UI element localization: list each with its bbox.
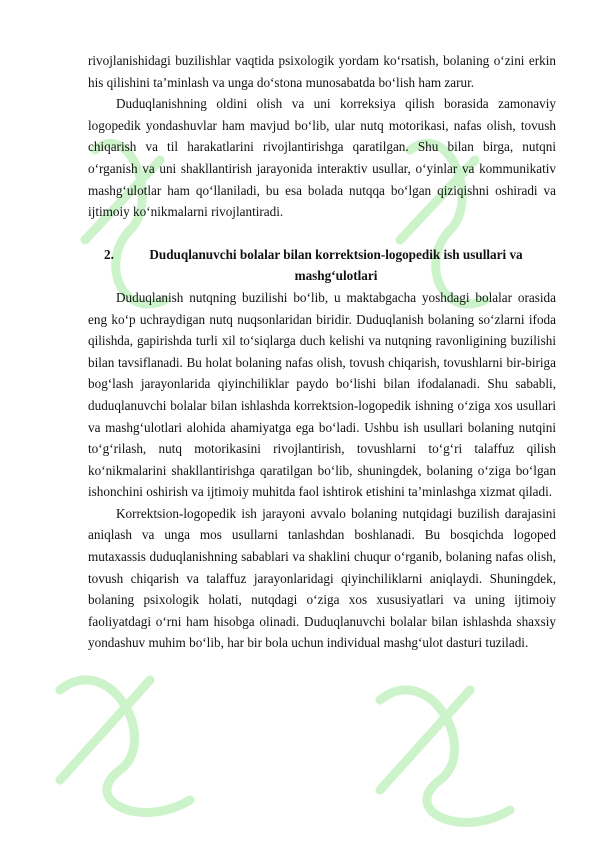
paragraph-stuttering-definition: Duduqlanish nutqning buzilishi boʻlib, u maktabgacha yoshdagi bolalar orasida eng koʻp uchraydigan nutq nuqsonlaridan biridir. Duduqlanish bolaning soʻzlarni ifoda qilishda, gapirishda turli xil toʻsiqlarga duch kelishi va nutqning ravonligining buzilishi bilan tavsiflanadi. Bu holat bolaning nafas olish, tovush chiqarish, tovushlarni bir-biriga bogʻlash jarayonlarida qiyinchiliklar paydo boʻlishi bilan ifodalanadi. Shu sababli, duduqlanuvchi bolalar bilan ishlashda korrektsion-logopedik ishning oʻziga xos usullari va mashgʻulotlari alohida ahamiyatga ega boʻladi. Ushbu ish usullari bolaning nutqini toʻgʻrilash, nutq motorikasini rivojlantirish, tovushlarni toʻgʻri talaffuz qilish koʻnikmalarini shakllantirishga qaratilgan boʻlib, shuningdek, bolaning oʻziga boʻlgan ishonchini oshirish va ijtimoiy muhitda faol ishtirok etishini ta’minlashga xizmat qiladi.	[88, 289, 556, 500]
section-title: Duduqlanuvchi bolalar bilan korrektsion-logopedik ish usullari va mashgʻulotlari	[149, 246, 523, 284]
watermark-mark-left-4	[60, 680, 150, 780]
paragraph-correction-process: Korrektsion-logopedik ish jarayoni avvalo bolaning nutqidagi buzilish darajasini aniqlash va unga mos usullarni tanlashdan boshlanadi. Bu bosqichda logoped mutaxassis duduqlanishning sabablari va shaklini chuqur oʻrganib, bolaning nafas olish, tovush chiqarish va talaffuz jarayonlaridagi qiyinchiliklarni aniqlaydi. Shuningdek, bolaning psixologik holati, nutqdagi oʻziga xos xususiyatlari va uning ijtimoiy faoliyatdagi oʻrni ham hisobga olinadi. Duduqlanuvchi bolalar bilan ishlashda shaxsiy yondashuv muhim boʻlib, har bir bola uchun individual mashgʻulot dasturi tuziladi.	[88, 505, 556, 651]
watermark-mark-right-4	[380, 690, 470, 790]
document-body	[88, 50, 556, 654]
paragraph-modern-approaches: Duduqlanishning oldini olish va uni korreksiya qilish borasida zamonaviy logopedik yondashuvlar ham mavjud boʻlib, ular nutq motorikasi, nafas olish, tovush chiqarish va til harakatlarini rivojlantirishga qaratilgan. Shu bilan birga, nutqni oʻrganish va uni shakllantirish jarayonida interaktiv usullar, oʻyinlar va kommunikativ mashgʻulotlar ham qoʻllaniladi, bu esa bolada nutqqa boʻlgan qiziqishni oshiradi va ijtimoiy koʻnikmalarni rivojlantiradi.	[88, 96, 556, 220]
section-number: 2.	[104, 246, 114, 262]
paragraph-continuation: rivojlanishidagi buzilishlar vaqtida psixologik yordam koʻrsatish, bolaning oʻzini erkin his qilishini ta’minlash va unga doʻstona munosabatda boʻlish ham zarur.	[88, 53, 556, 90]
watermark-mark-left-3	[60, 680, 190, 813]
watermark-mark-right-3	[380, 690, 510, 823]
section-heading	[88, 244, 556, 287]
